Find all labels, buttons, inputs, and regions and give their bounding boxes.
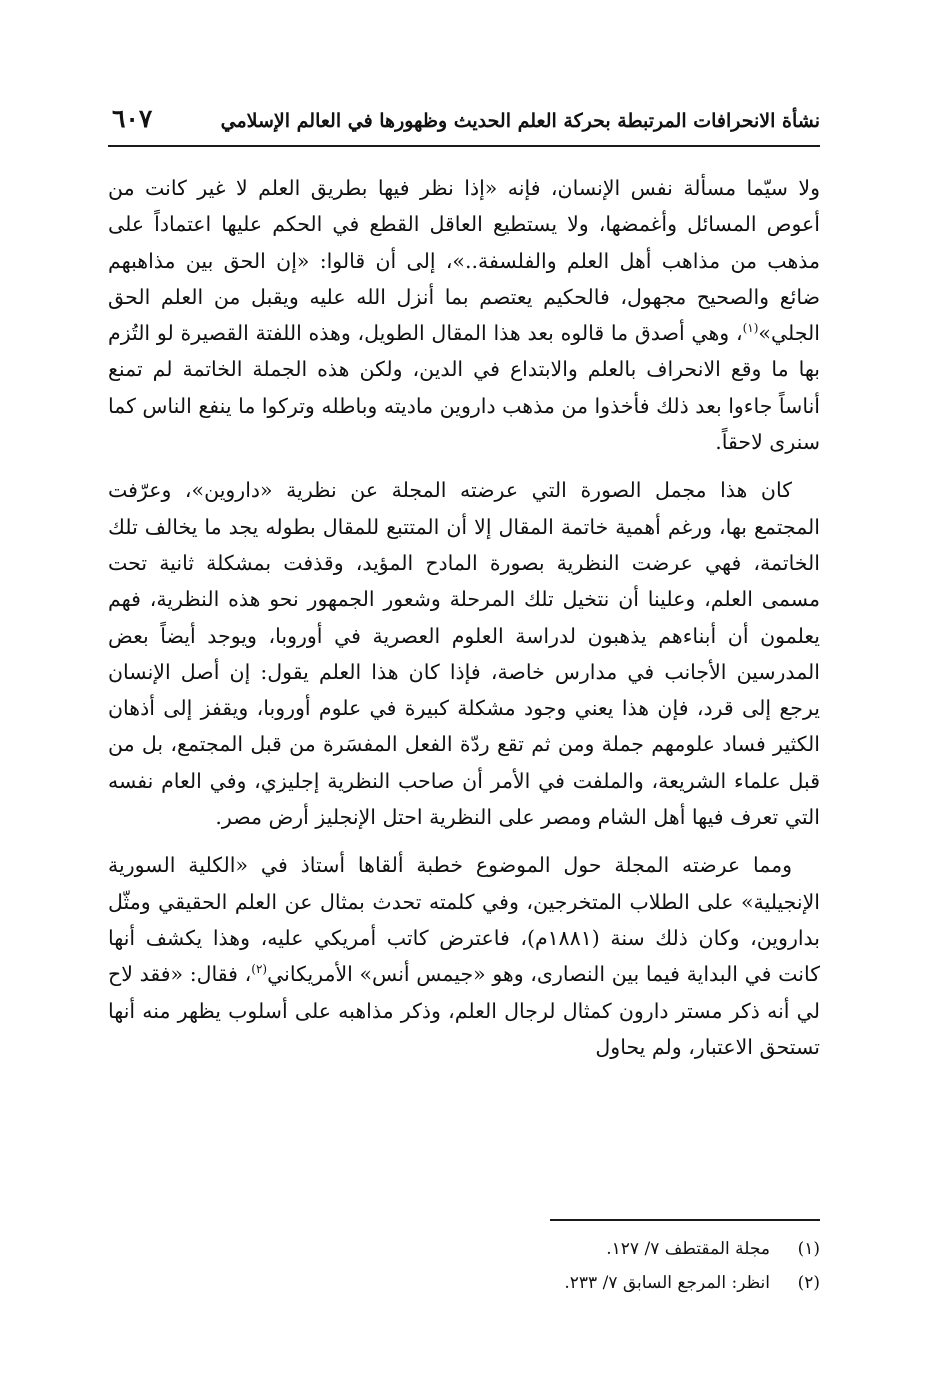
- paragraph-3: [108, 847, 820, 1065]
- page-number: ٦٠٧: [112, 104, 153, 133]
- paragraph-3-text-a: ومما عرضته المجلة حول الموضوع خطبة ألقاها أستاذ في «الكلية السورية الإنجيلية» على الطلاب المتخرجين، وفي كلمته تحدث بمثال عن العلم الحقيقي ومثّل بداروين، وكان ذلك سنة (١٨٨١م)، فاعترض كاتب أمريكي عليه، وهذا يكشف أنها كانت في البداية فيما بين النصارى، وهو «جيمس أنس» الأمريكاني: [108, 853, 820, 987]
- paragraph-1-text-b: ، وهي أصدق ما قالوه بعد هذا المقال الطويل، وهذه اللفتة القصيرة لو التُزم بها ما وقع الانحراف بالعلم والابتداع في الدين، ولكن هذه الجملة الخاتمة لم تمنع أناساً جاءوا بعد ذلك فأخذوا من مذهب داروين ماديته وباطله وتركوا ما ينفع الناس كما سنرى لاحقاً.: [108, 321, 820, 455]
- footnote-1: [108, 1232, 820, 1266]
- footnote-divider: [550, 1219, 820, 1221]
- header-divider: [108, 145, 820, 147]
- footnote-1-number: (١): [797, 1239, 820, 1259]
- footnote-1-text: مجلة المقتطف ٧/ ١٢٧.: [606, 1239, 770, 1259]
- footnote-2-text: انظر: المرجع السابق ٧/ ٢٣٣.: [564, 1273, 770, 1293]
- footnote-reference-2: (٢): [251, 962, 268, 977]
- footnote-2-number: (٢): [797, 1273, 820, 1293]
- body-text: [108, 170, 820, 1077]
- paragraph-1: [108, 170, 820, 460]
- footnote-2: [108, 1266, 820, 1300]
- footnotes: [108, 1232, 820, 1300]
- paragraph-2: كان هذا مجمل الصورة التي عرضته المجلة عن نظرية «داروين»، وعرّفت المجتمع بها، ورغم أهمية خاتمة المقال إلا أن المتتبع للمقال بطوله يجد ما يخالف تلك الخاتمة، فهي عرضت النظرية بصورة المادح المؤيد، وقذفت بمشكلة ثانية تحت مسمى العلم، وعلينا أن نتخيل تلك المرحلة وشعور الجمهور نحو هذه النظرية، فهم يعلمون أن أبناءهم يذهبون لدراسة العلوم العصرية في أوروبا، ويوجد أيضاً بعض المدرسين الأجانب في مدارس خاصة، فإذا كان هذا العلم يقول: إن أصل الإنسان يرجع إلى قرد، فإن هذا يعني وجود مشكلة كبيرة في علوم أوروبا، ويقفز إلى أذهان الكثير فساد علومهم جملة ومن ثم تقع ردّة الفعل المفسَرة من قبل المجتمع، بل من قبل علماء الشريعة، والملفت في الأمر أن صاحب النظرية إجليزي، وفي العام نفسه التي تعرف فيها أهل الشام ومصر على النظرية احتل الإنجليز أرض مصر.: [108, 478, 820, 830]
- header-title: نشأة الانحرافات المرتبطة بحركة العلم الحديث وظهورها في العالم الإسلامي: [220, 110, 820, 132]
- footnote-reference-1: (١): [742, 321, 759, 336]
- paragraph-3-text-b: ، فقال: «فقد لاح لي أنه ذكر مستر دارون كمثال لرجال العلم، وذكر مذاهبه على أسلوب يظهر منه أنها تستحق الاعتبار، ولم يحاول: [108, 962, 820, 1059]
- running-header: [108, 104, 820, 144]
- paragraph-1-text-a: ولا سيّما مسألة نفس الإنسان، فإنه «إذا نظر فيها بطريق العلم لا غير كانت من أعوص المسائل وأغمضها، ولا يستطيع العاقل القطع في الحكم عليها اعتماداً على مذهب من مذاهب أهل العلم والفلسفة..»، إلى أن قالوا: «إن الحق بين مذاهبهم ضائع والصحيح مجهول، فالحكيم يعتصم بما أنزل الله عليه ويقبل من العلم الحق الجلي»: [108, 176, 820, 346]
